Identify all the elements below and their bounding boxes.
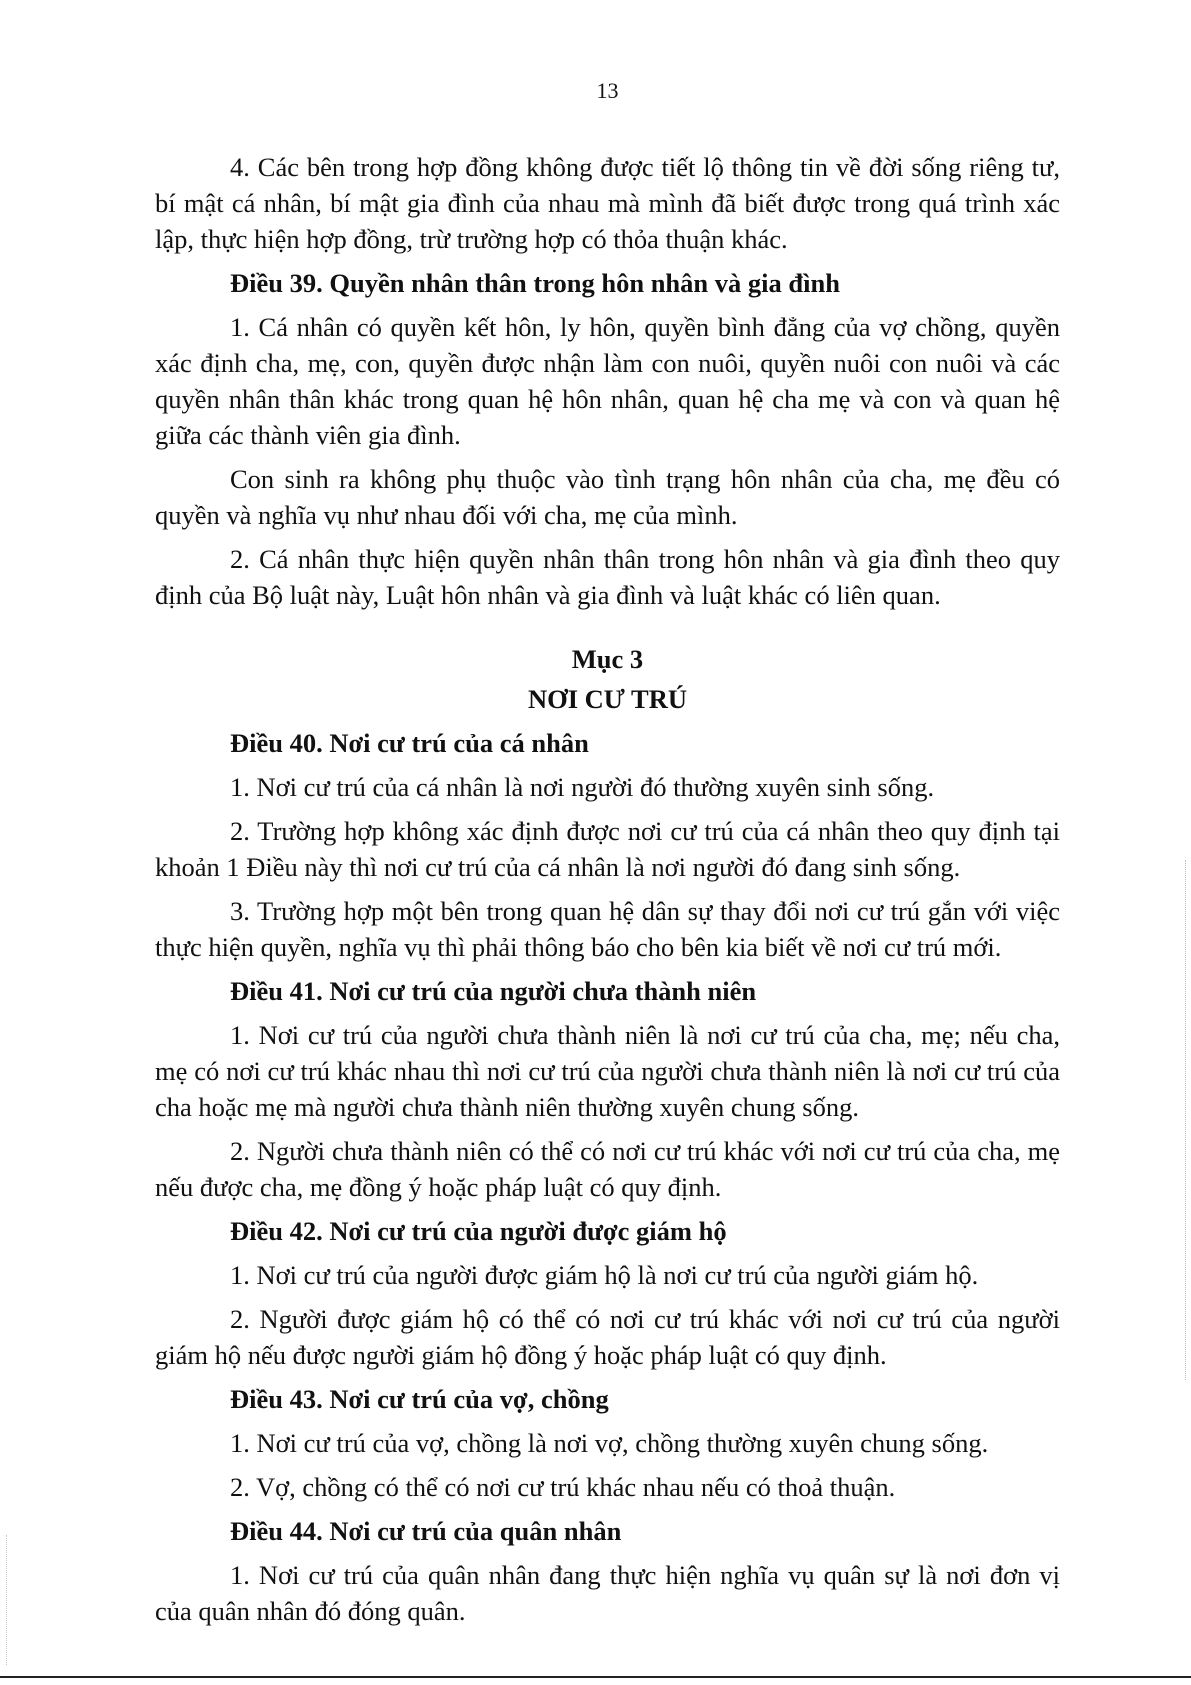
article-41-clause-2: 2. Người chưa thành niên có thể có nơi cư trú khác với nơi cư trú của cha, mẹ nếu được cha, mẹ đồng ý hoặc pháp luật có quy định. (155, 1136, 1060, 1202)
article-42-clause-2: 2. Người được giám hộ có thể có nơi cư trú khác với nơi cư trú của người giám hộ nếu được người giám hộ đồng ý hoặc pháp luật có quy định. (155, 1304, 1060, 1370)
article-43-clause-2: 2. Vợ, chồng có thể có nơi cư trú khác nhau nếu có thoả thuận. (230, 1472, 896, 1502)
article-41-clause-1: 1. Nơi cư trú của người chưa thành niên là nơi cư trú của cha, mẹ; nếu cha, mẹ có nơi cư trú khác nhau thì nơi cư trú của người chưa thành niên là nơi cư trú của cha hoặc mẹ mà người chưa thành niên thường xuyên chung sống. (155, 1020, 1060, 1122)
section-title: NƠI CƯ TRÚ (527, 684, 687, 714)
article-42-clause-1: 1. Nơi cư trú của người được giám hộ là nơi cư trú của người giám hộ. (230, 1260, 979, 1290)
article-43-clause-1: 1. Nơi cư trú của vợ, chồng là nơi vợ, chồng thường xuyên chung sống. (230, 1428, 989, 1458)
article-44-heading: Điều 44. Nơi cư trú của quân nhân (230, 1516, 622, 1546)
document-page (155, 0, 1060, 1685)
article-40-clause-2: 2. Trường hợp không xác định được nơi cư trú của cá nhân theo quy định tại khoản 1 Điều này thì nơi cư trú của cá nhân là nơi người đó đang sinh sống. (155, 816, 1060, 882)
article-42-heading: Điều 42. Nơi cư trú của người được giám hộ (230, 1216, 727, 1246)
scan-artifact-left (6, 1535, 8, 1665)
page-number: 13 (596, 78, 619, 103)
article-39-clause-1: 1. Cá nhân có quyền kết hôn, ly hôn, quyền bình đẳng của vợ chồng, quyền xác định cha, mẹ, con, quyền được nhận làm con nuôi, quyền nuôi con nuôi và các quyền nhân thân khác trong quan hệ hôn nhân, quan hệ cha mẹ và con và quan hệ giữa các thành viên gia đình. (155, 312, 1060, 450)
article-43-heading: Điều 43. Nơi cư trú của vợ, chồng (230, 1384, 609, 1414)
page-bottom-edge (0, 1676, 1191, 1678)
article-44-clause-1: 1. Nơi cư trú của quân nhân đang thực hiện nghĩa vụ quân sự là nơi đơn vị của quân nhân đó đóng quân. (155, 1560, 1060, 1626)
document-body (155, 149, 1060, 1637)
scan-artifact-right (1185, 860, 1187, 1380)
article-39-heading: Điều 39. Quyền nhân thân trong hôn nhân và gia đình (230, 268, 840, 298)
article-40-heading: Điều 40. Nơi cư trú của cá nhân (230, 728, 589, 758)
article-40-clause-1: 1. Nơi cư trú của cá nhân là nơi người đó thường xuyên sinh sống. (230, 772, 935, 802)
article-40-clause-3: 3. Trường hợp một bên trong quan hệ dân sự thay đổi nơi cư trú gắn với việc thực hiện quyền, nghĩa vụ thì phải thông báo cho bên kia biết về nơi cư trú mới. (155, 896, 1060, 962)
article-39-clause-2: 2. Cá nhân thực hiện quyền nhân thân trong hôn nhân và gia đình theo quy định của Bộ luật này, Luật hôn nhân và gia đình và luật khác có liên quan. (155, 544, 1060, 610)
article-41-heading: Điều 41. Nơi cư trú của người chưa thành niên (230, 976, 757, 1006)
article-39-clause-1-continued: Con sinh ra không phụ thuộc vào tình trạng hôn nhân của cha, mẹ đều có quyền và nghĩa vụ như nhau đối với cha, mẹ của mình. (155, 464, 1060, 530)
section-label: Mục 3 (571, 644, 644, 674)
paragraph-contract-privacy: 4. Các bên trong hợp đồng không được tiết lộ thông tin về đời sống riêng tư, bí mật cá nhân, bí mật gia đình của nhau mà mình đã biết được trong quá trình xác lập, thực hiện hợp đồng, trừ trường hợp có thỏa thuận khác. (155, 152, 1060, 254)
